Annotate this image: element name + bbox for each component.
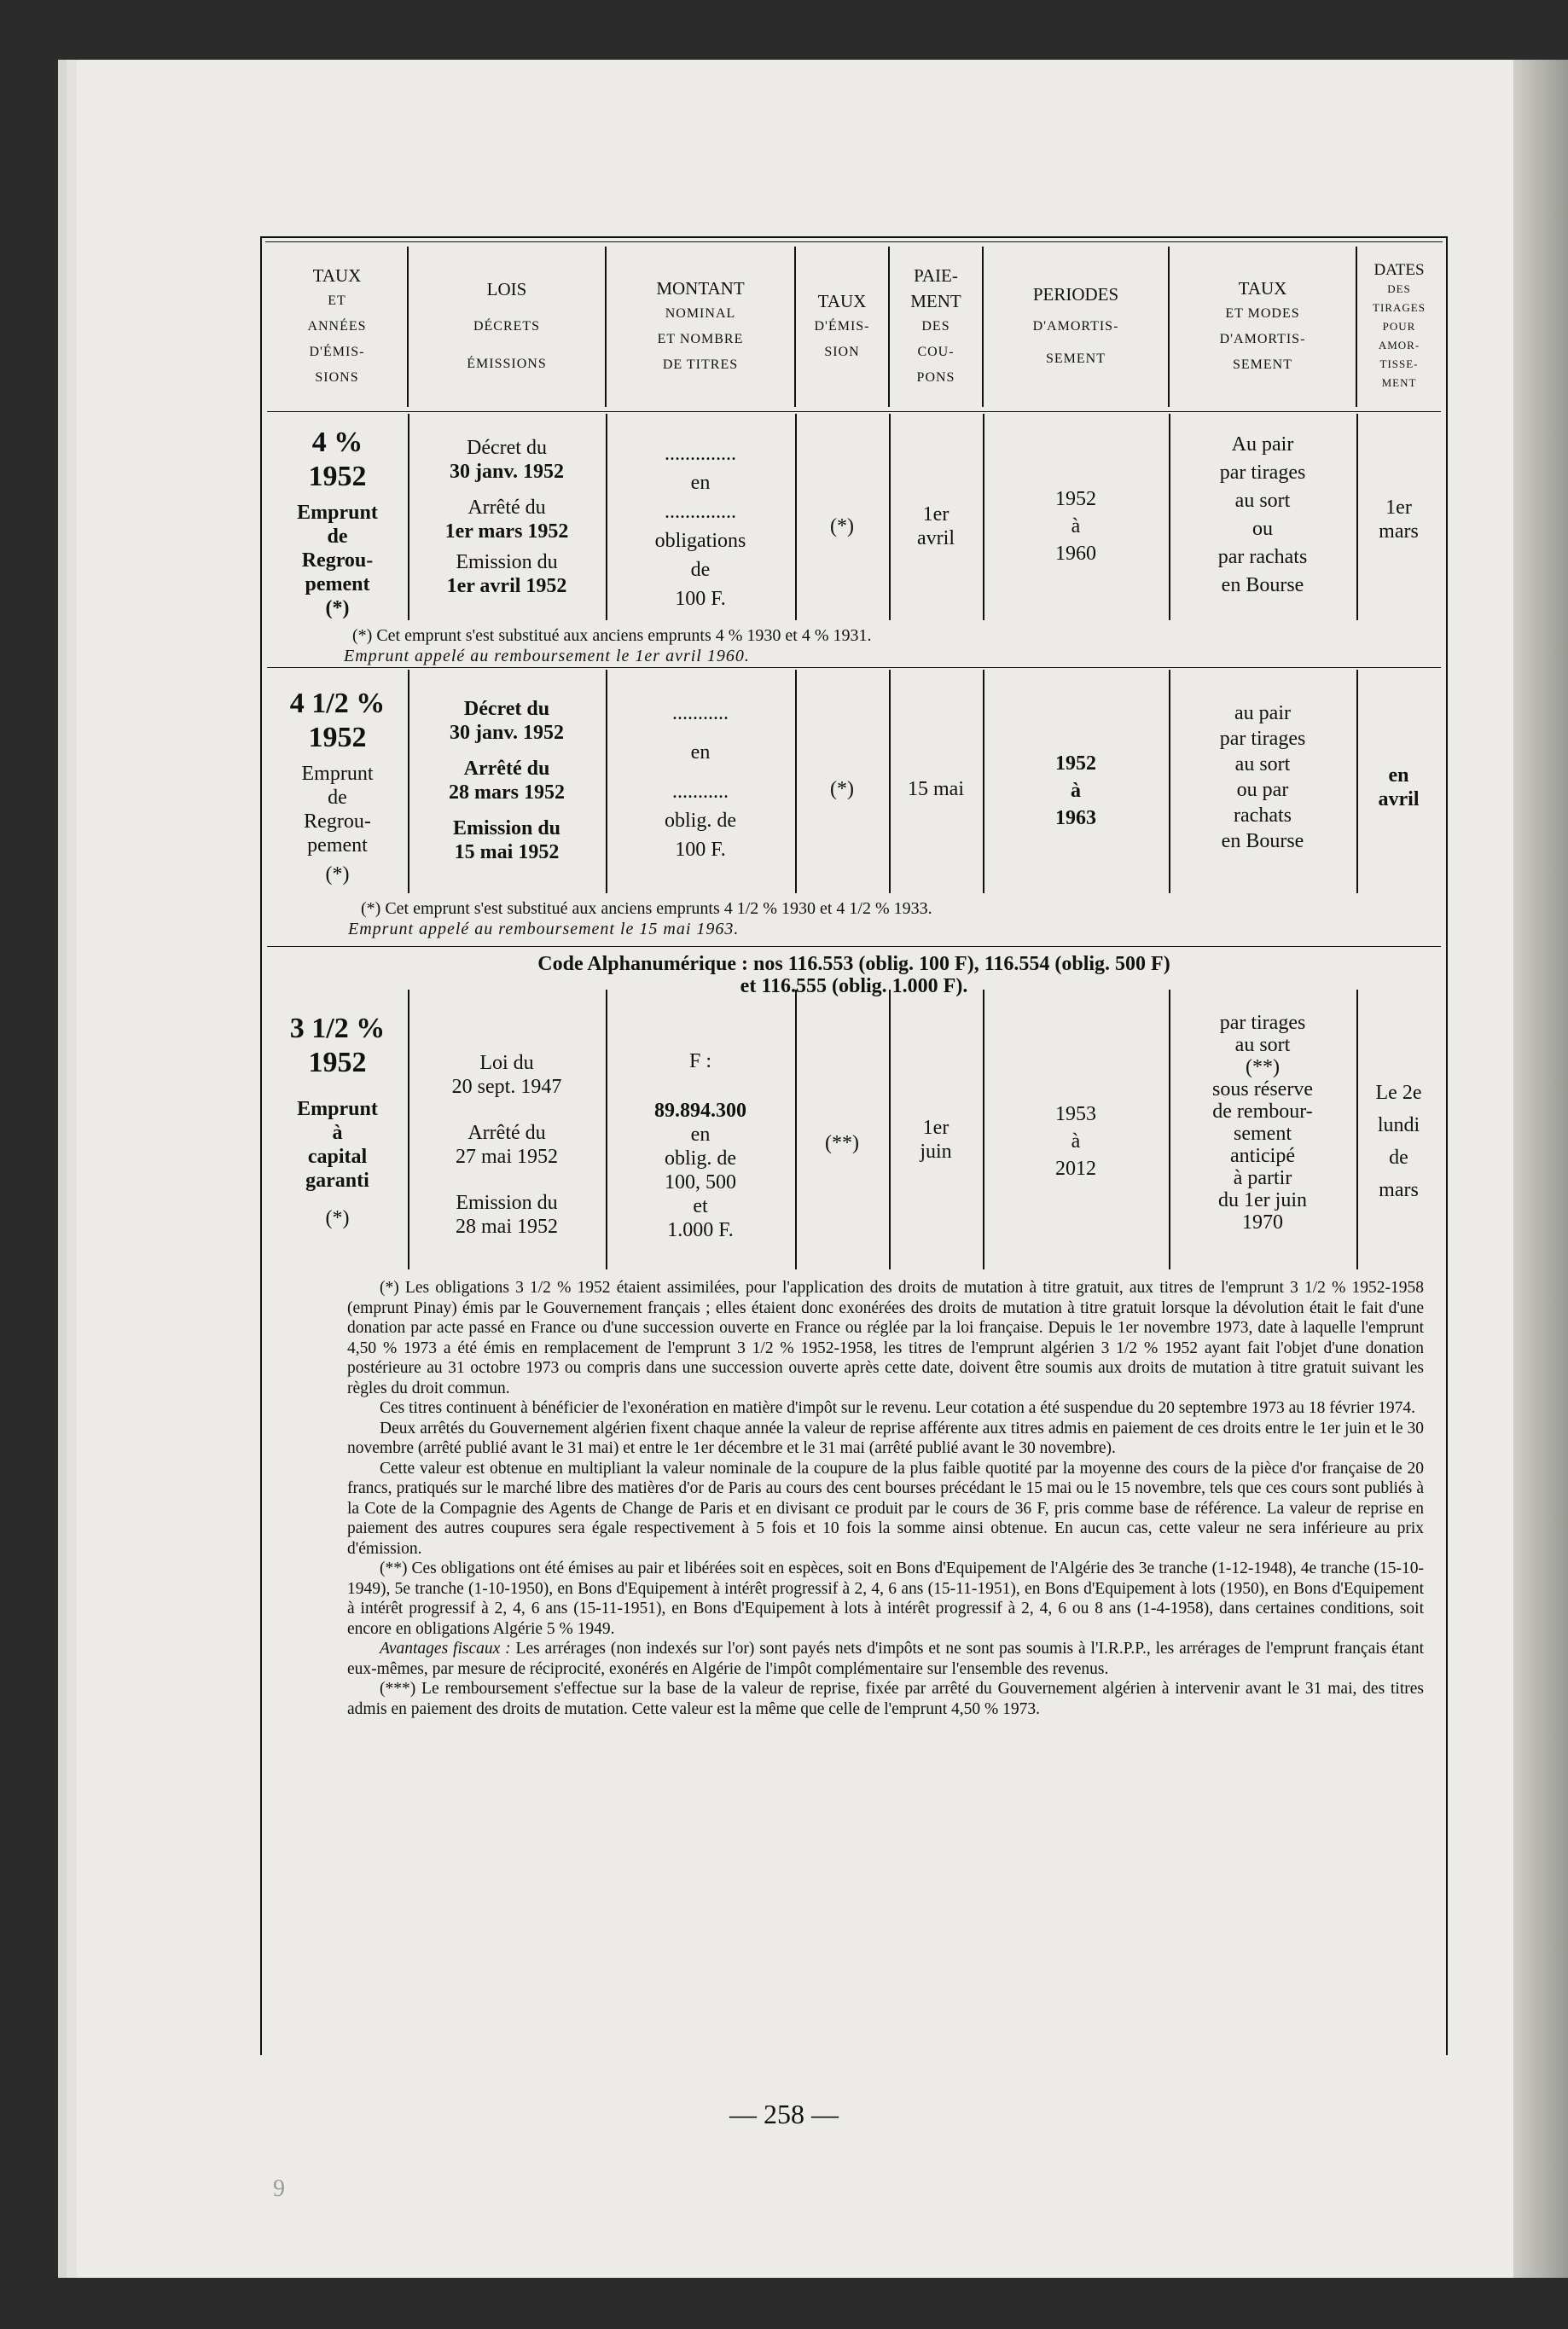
header-text: DÉCRETS bbox=[473, 319, 541, 334]
header-text: SEMENT bbox=[1046, 351, 1106, 366]
header-text: SION bbox=[824, 345, 860, 359]
lois-line: Loi du bbox=[479, 1052, 534, 1074]
dates-line: de bbox=[1389, 1147, 1408, 1169]
modes-line: au sort bbox=[1234, 490, 1291, 512]
footnote-paragraph: Deux arrêtés du Gouvernement algérien fixent chaque année la valeur de reprise afférente aux titres admis en paiement de ces droits entre le 1er juin et le 30 novembre (arrêté publié avant le 31 mai) et entre le 1er décembre et le 31 mai (arrêté publié avant le 30 novembre). bbox=[347, 1419, 1424, 1457]
taux-emission-cell: (*) bbox=[830, 515, 854, 537]
loan-name: à bbox=[332, 1122, 343, 1144]
header-text: ET bbox=[328, 293, 346, 308]
lois-line: Décret du bbox=[467, 437, 547, 459]
rate-year: 1952 bbox=[308, 461, 367, 492]
lois-line: 30 janv. 1952 bbox=[449, 722, 564, 744]
lois-cell bbox=[408, 1051, 606, 1239]
dates-cell bbox=[1356, 764, 1441, 811]
modes-cell bbox=[1169, 431, 1356, 600]
lois-line: Emission du bbox=[456, 551, 558, 573]
montant-cell bbox=[606, 1049, 795, 1242]
lois-line: 1er avril 1952 bbox=[446, 575, 567, 597]
modes-line: ou par bbox=[1236, 779, 1289, 801]
footnote-paragraph: (*) Les obligations 3 1/2 % 1952 étaient assimilées, pour l'application des droits de mutation à titre gratuit, aux titres de l'emprunt 3 1/2 % 1952-1958 (emprunt Pinay) émis par le Gouvernement français ; elles étaient donc exonérées des droits de mutation à titre gratuit lorsque la dévolution était le fait d'une donation par acte passé en France ou d'une succession ouverte en France ou réglée par la loi française. Depuis le 1er novembre 1973, date à laquelle l'emprunt 4,50 % 1973 a été émis en remplacement de l'emprunt 3 1/2 % 1952-1958, les titres de l'emprunt algérien 3 1/2 % 1952 ayant fait l'objet d'une donation postérieure au 31 octobre 1973 ou compris dans une succession ouverte après cette date, doivent être soumis aux droits de mutation à titre gratuit suivant les règles du droit commun. bbox=[347, 1279, 1424, 1397]
dates-line: lundi bbox=[1377, 1114, 1420, 1136]
header-periodes bbox=[983, 247, 1169, 407]
footnote-paragraph: (**) Ces obligations ont été émises au pair et libérées soit en espèces, soit en Bons d'Equipement de l'Algérie des 3e tranche (1-12-1948), 4e tranche (15-10-1949), 5e tranche (1-10-1950), en Bons d'Equipement à intérêt progressif à 2, 4, 6 ans (15-11-1951), en Bons d'Equipement à lots (1950), en Bons d'Equipement à intérêt progressif à 2, 4, 6 ans (15-11-1951), en Bons d'Equipement à lots à intérêt progressif à 2, 4, 6 ou 8 ans (1-4-1958), dans certaines conditions, soit encore en obligations Algérie 5 % 1949. bbox=[347, 1559, 1424, 1638]
dates-cell bbox=[1356, 496, 1441, 543]
header-text: DATES bbox=[1373, 261, 1425, 279]
lois-cell bbox=[408, 436, 606, 598]
dates-line: mars bbox=[1379, 1179, 1419, 1201]
header-text: D'AMORTIS- bbox=[1219, 332, 1306, 346]
avantages-label: Avantages fiscaux : bbox=[380, 1640, 511, 1658]
montant-line: 100 F. bbox=[675, 588, 726, 610]
lois-line: Arrêté du bbox=[467, 497, 546, 519]
montant-line: .............. bbox=[665, 501, 736, 523]
montant-line: F : bbox=[688, 1050, 711, 1072]
loan-name: pement bbox=[305, 573, 370, 595]
modes-line: au pair bbox=[1234, 702, 1291, 724]
rate-value: 4 % bbox=[311, 427, 363, 458]
modes-line: en Bourse bbox=[1221, 574, 1304, 596]
paiement-line: 1er bbox=[922, 1117, 950, 1139]
modes-line: anticipé bbox=[1230, 1145, 1295, 1167]
loan-name: Emprunt bbox=[297, 502, 378, 524]
table-header bbox=[267, 247, 1441, 407]
dates-line: en bbox=[1388, 764, 1409, 787]
header-rule bbox=[267, 411, 1441, 412]
header-text: TAUX bbox=[817, 291, 867, 311]
lois-line: 27 mai 1952 bbox=[456, 1146, 558, 1168]
header-lois bbox=[408, 247, 606, 407]
dates-line: mars bbox=[1379, 520, 1419, 543]
rate-cell bbox=[267, 426, 408, 620]
header-text: SIONS bbox=[315, 370, 359, 385]
periode-line: 1960 bbox=[1055, 543, 1096, 565]
row-note-italic: Emprunt appelé au remboursement le 15 mai 1963. bbox=[348, 920, 740, 938]
paiement-cell: 15 mai bbox=[908, 778, 964, 800]
rate-value: 4 1/2 % bbox=[289, 688, 386, 719]
rate-value: 3 1/2 % bbox=[289, 1013, 386, 1044]
footnote-paragraph-avantages bbox=[347, 1639, 1424, 1679]
periode-cell bbox=[983, 485, 1169, 567]
montant-line: 89.894.300 bbox=[654, 1100, 746, 1122]
header-text: D'ÉMIS- bbox=[309, 345, 365, 359]
periode-cell bbox=[983, 750, 1169, 832]
lois-line: Décret du bbox=[463, 698, 550, 720]
header-dates bbox=[1356, 247, 1441, 407]
loan-name: pement bbox=[307, 834, 368, 857]
lois-line: Arrêté du bbox=[467, 1122, 546, 1144]
montant-line: obligations bbox=[654, 530, 746, 552]
montant-cell bbox=[606, 439, 795, 613]
periode-line: 2012 bbox=[1055, 1158, 1096, 1180]
header-text: PAIE- bbox=[914, 265, 958, 286]
periode-line: 1952 bbox=[1055, 488, 1096, 510]
rate-cell bbox=[267, 687, 408, 886]
header-montant bbox=[606, 247, 795, 407]
loan-name: Emprunt bbox=[301, 763, 374, 785]
montant-line: en bbox=[690, 472, 711, 494]
header-text: ÉMISSIONS bbox=[467, 357, 547, 371]
dates-cell bbox=[1356, 1077, 1441, 1206]
lois-line: Arrêté du bbox=[463, 758, 550, 780]
dates-line: 1er bbox=[1385, 497, 1412, 519]
header-text: DES bbox=[1387, 282, 1411, 295]
montant-cell bbox=[606, 699, 795, 864]
rate-cell bbox=[267, 1012, 408, 1230]
loan-name: de bbox=[327, 526, 348, 548]
lois-line: 28 mai 1952 bbox=[456, 1216, 558, 1238]
row-rule bbox=[267, 667, 1441, 668]
periode-cell bbox=[983, 1101, 1169, 1182]
loan-name: Regrou- bbox=[301, 549, 374, 572]
modes-cell bbox=[1169, 1012, 1356, 1234]
paiement-cell bbox=[889, 502, 983, 550]
header-text: MENT bbox=[910, 291, 961, 311]
header-text: TAUX bbox=[312, 265, 362, 286]
modes-line: ou bbox=[1252, 518, 1273, 540]
loan-name: (*) bbox=[325, 597, 350, 619]
paiement-line: avril bbox=[917, 527, 955, 549]
header-text: AMOR- bbox=[1378, 339, 1420, 351]
taux-emission-cell: (**) bbox=[825, 1132, 859, 1154]
montant-line: 100, 500 bbox=[665, 1171, 736, 1194]
header-modes bbox=[1169, 247, 1356, 407]
header-text: LOIS bbox=[486, 279, 527, 299]
montant-line: 100 F. bbox=[675, 839, 726, 861]
montant-line: oblig. de bbox=[665, 810, 736, 832]
loan-name: Emprunt bbox=[297, 1098, 378, 1120]
modes-line: par rachats bbox=[1217, 546, 1308, 568]
header-paiement bbox=[889, 247, 983, 407]
row-note: (*) Cet emprunt s'est substitué aux anciens emprunts 4 1/2 % 1930 et 4 1/2 % 1933. bbox=[361, 899, 932, 918]
montant-line: de bbox=[690, 559, 711, 581]
header-text: SEMENT bbox=[1233, 357, 1292, 372]
dates-line: avril bbox=[1378, 788, 1420, 810]
table-top-rule bbox=[265, 241, 1443, 242]
montant-line: .............. bbox=[665, 443, 736, 465]
modes-line: par tirages bbox=[1219, 1012, 1306, 1034]
header-text: COU- bbox=[917, 345, 955, 359]
lois-line: 15 mai 1952 bbox=[454, 841, 560, 863]
modes-cell bbox=[1169, 700, 1356, 854]
modes-line: du 1er juin bbox=[1218, 1189, 1307, 1211]
modes-line: par tirages bbox=[1219, 462, 1306, 484]
header-text: MONTANT bbox=[656, 278, 745, 299]
header-text: POUR bbox=[1382, 320, 1416, 333]
modes-line: à partir bbox=[1233, 1167, 1292, 1189]
code-alphanumerique: Code Alphanumérique : nos 116.553 (oblig. 100 F), 116.554 (oblig. 500 F) bbox=[537, 953, 1170, 975]
modes-line: (**) bbox=[1246, 1056, 1280, 1078]
dates-line: Le 2e bbox=[1375, 1082, 1422, 1104]
header-text: MENT bbox=[1381, 376, 1417, 389]
footnote-paragraph: Ces titres continuent à bénéficier de l'exonération en matière d'impôt sur le revenu. Leur cotation a été suspendue du 20 septembre 1973 au 18 février 1974. bbox=[380, 1399, 1415, 1417]
footnote-paragraph: Cette valeur est obtenue en multipliant la valeur nominale de la coupure de la plus faible quotité par la moyenne des cours de la pièce d'or française de 20 francs, pratiqués sur le marché libre des matières d'or de Paris au cours des cent bourses précédant le 15 mai ou le 15 novembre, tels que ces cours sont publiés à la Cote de la Compagnie des Agents de Change de Paris et en divisant ce produit par le cours de 36 F, pris comme base de référence. La valeur de reprise en paiement des autres coupures sera égale respectivement à 5 fois et 10 fois la somme ainsi obtenue. En aucun cas, cette valeur ne sera inférieure au prix d'émission. bbox=[347, 1459, 1424, 1558]
paiement-line: juin bbox=[920, 1141, 952, 1163]
footnotes bbox=[347, 1278, 1424, 1719]
bond-table bbox=[260, 236, 1448, 2055]
row-rule bbox=[267, 946, 1441, 947]
lois-line: 28 mars 1952 bbox=[449, 781, 565, 804]
header-taux-emission bbox=[795, 247, 889, 407]
lois-cell bbox=[408, 697, 606, 864]
lois-line: 30 janv. 1952 bbox=[449, 461, 564, 483]
montant-line: ........... bbox=[672, 781, 729, 803]
modes-line: 1970 bbox=[1242, 1211, 1283, 1234]
loan-name: capital bbox=[307, 1146, 368, 1168]
lois-line: Emission du bbox=[452, 817, 561, 839]
rate-year: 1952 bbox=[308, 1047, 367, 1078]
montant-line: 1.000 F. bbox=[667, 1219, 734, 1241]
modes-line: en Bourse bbox=[1221, 830, 1304, 852]
montant-line: en bbox=[690, 741, 711, 764]
taux-emission-cell: (*) bbox=[830, 778, 854, 800]
row-note: (*) Cet emprunt s'est substitué aux anciens emprunts 4 % 1930 et 4 % 1931. bbox=[352, 626, 872, 645]
header-text: TISSE- bbox=[1379, 357, 1419, 370]
lois-line: 20 sept. 1947 bbox=[451, 1076, 562, 1098]
loan-name: de bbox=[328, 787, 347, 809]
modes-line: Au pair bbox=[1231, 433, 1294, 456]
header-text: D'AMORTIS- bbox=[1032, 319, 1119, 334]
header-text: D'ÉMIS- bbox=[814, 319, 870, 334]
montant-line: oblig. de bbox=[665, 1147, 736, 1170]
montant-line: en bbox=[690, 1124, 711, 1146]
loan-name: (*) bbox=[325, 1207, 350, 1229]
header-text: ANNÉES bbox=[307, 319, 367, 334]
header-text: TIRAGES bbox=[1373, 301, 1426, 314]
row-3-5-pct-1952 bbox=[267, 949, 1441, 2049]
lois-line: 1er mars 1952 bbox=[444, 520, 569, 543]
periode-line: à bbox=[1071, 515, 1081, 537]
periode-line: à bbox=[1071, 780, 1081, 802]
header-text: TAUX bbox=[1238, 278, 1287, 299]
header-text: PONS bbox=[916, 370, 955, 385]
margin-number: 9 bbox=[273, 2175, 285, 2202]
header-text: DES bbox=[921, 319, 950, 334]
modes-line: par tirages bbox=[1219, 728, 1306, 750]
header-text: ET MODES bbox=[1225, 306, 1300, 321]
avantages-text: Les arrérages (non indexés sur l'or) sont payés nets d'impôts et ne sont pas soumis à l'I.R.P.P., les arrérages de l'emprunt français étant eux-mêmes, par mesure de réciprocité, exonérés en Algérie de l'impôt complémentaire sur l'ensemble des revenus. bbox=[347, 1640, 1425, 1678]
code-alphanumerique-cont: et 116.555 (oblig. 1.000 F). bbox=[740, 975, 968, 997]
montant-line: ........... bbox=[672, 702, 729, 724]
periode-line: à bbox=[1071, 1130, 1081, 1153]
lois-line: Emission du bbox=[456, 1192, 558, 1214]
paiement-line: 1er bbox=[922, 503, 950, 526]
loan-name: Regrou- bbox=[304, 810, 371, 833]
header-text: DE TITRES bbox=[662, 357, 739, 372]
page-number: — 258 — bbox=[729, 2099, 839, 2129]
modes-line: sement bbox=[1234, 1123, 1292, 1145]
periode-line: 1953 bbox=[1055, 1103, 1096, 1125]
rate-year: 1952 bbox=[308, 722, 367, 753]
modes-line: au sort bbox=[1234, 753, 1291, 775]
header-text: PERIODES bbox=[1032, 284, 1119, 305]
header-taux-annees bbox=[267, 247, 408, 407]
periode-line: 1963 bbox=[1055, 807, 1096, 829]
loan-name: (*) bbox=[325, 863, 350, 886]
periode-line: 1952 bbox=[1055, 752, 1096, 775]
col-divider bbox=[795, 990, 797, 1269]
header-text: NOMINAL bbox=[665, 306, 736, 321]
modes-line: sous réserve bbox=[1212, 1078, 1313, 1101]
header-text: ET NOMBRE bbox=[657, 332, 744, 346]
modes-line: au sort bbox=[1234, 1034, 1291, 1056]
row-note-italic: Emprunt appelé au remboursement le 1er avril 1960. bbox=[344, 647, 750, 665]
book-edge bbox=[1513, 60, 1568, 2278]
footnote-paragraph: (***) Le remboursement s'effectue sur la base de la valeur de reprise, fixée par arrêté du Gouvernement algérien à intervenir avant le 31 mai, des titres admis en paiement des droits de mutation. Cette valeur est la même que celle de l'emprunt 4,50 % 1973. bbox=[347, 1680, 1424, 1718]
modes-line: de rembour- bbox=[1212, 1101, 1313, 1123]
modes-line: rachats bbox=[1234, 804, 1292, 827]
montant-line: et bbox=[693, 1195, 708, 1217]
paiement-cell bbox=[889, 1116, 983, 1164]
loan-name: garanti bbox=[305, 1170, 369, 1192]
